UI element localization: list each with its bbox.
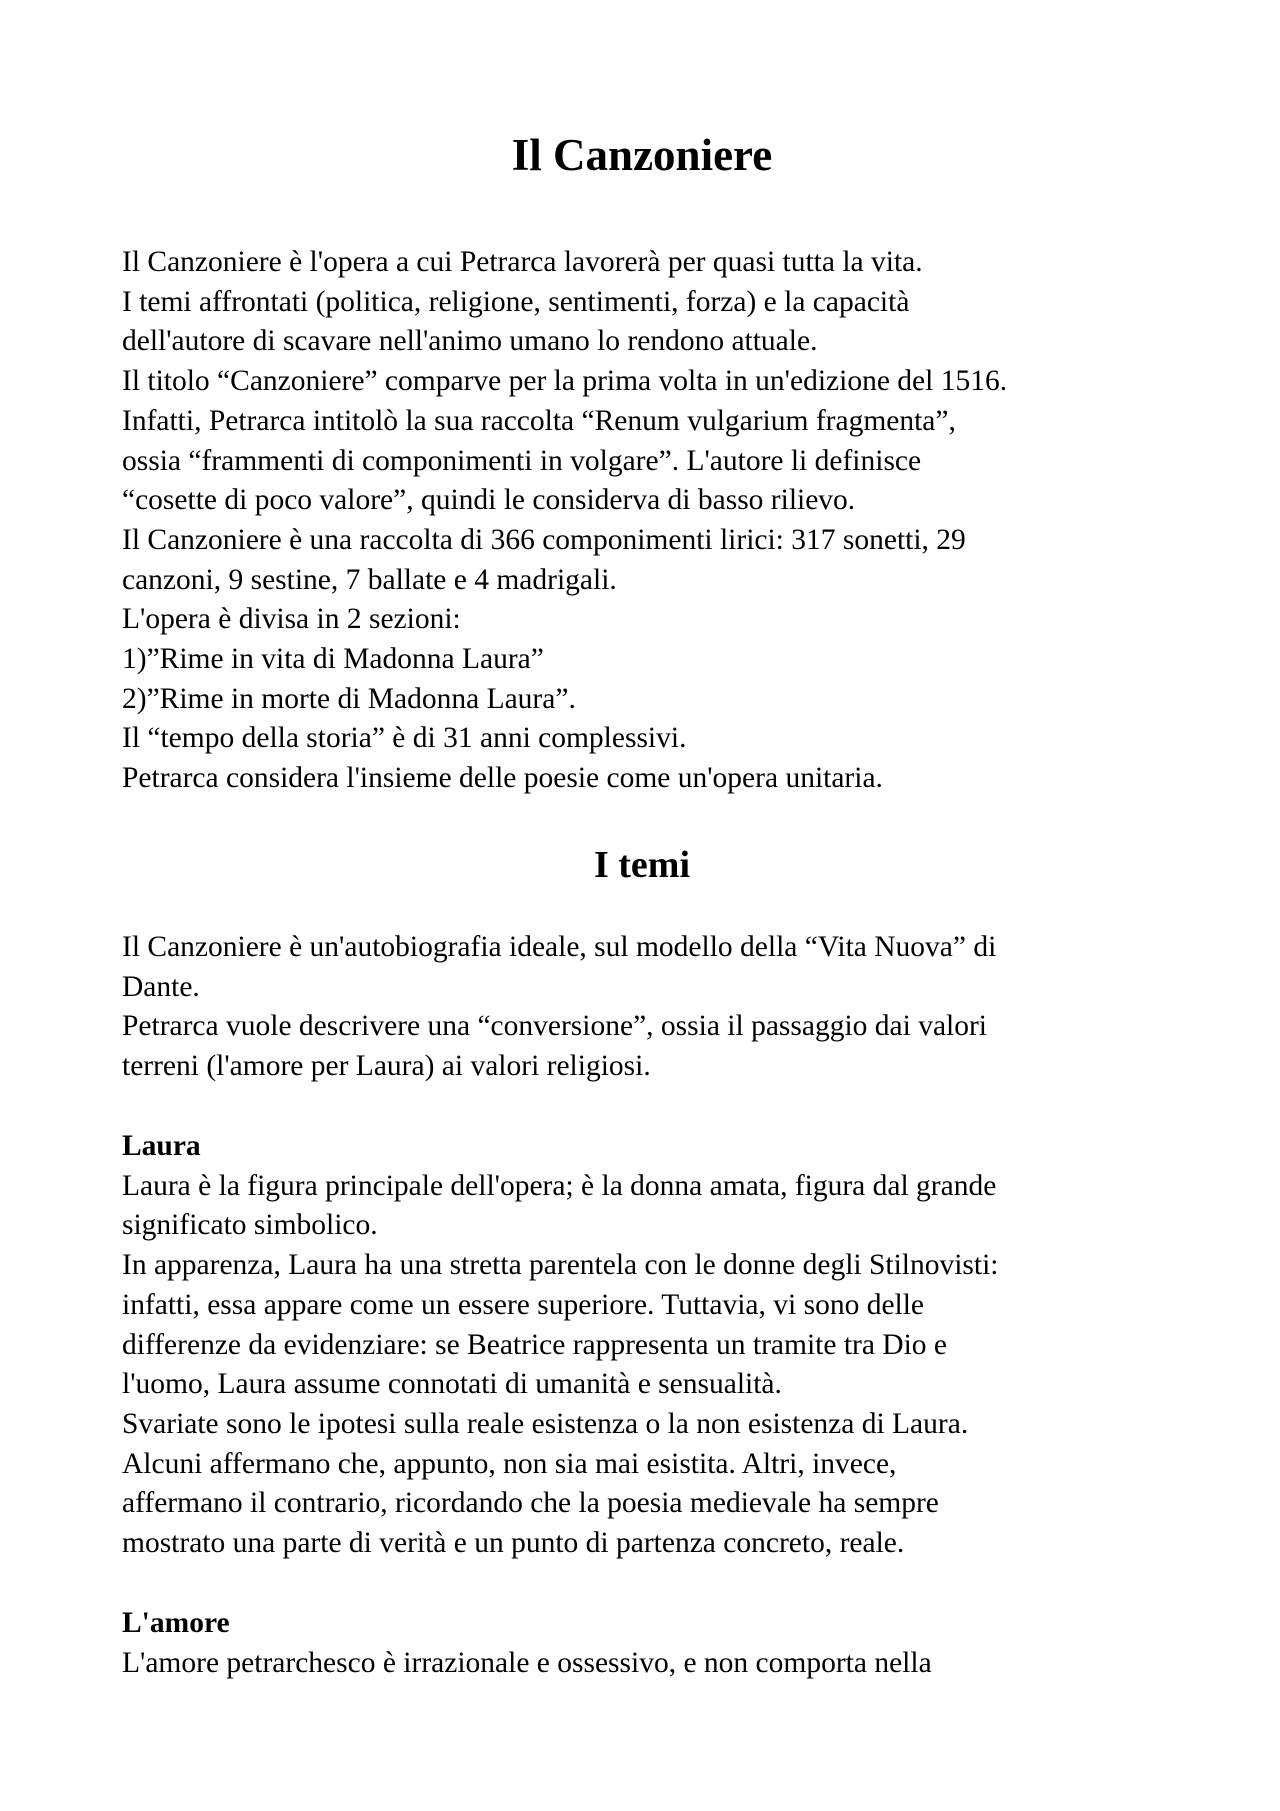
section-heading-temi: I temi	[593, 844, 691, 886]
text-line: Alcuni affermano che, appunto, non sia mai esistita. Altri, invece,	[122, 1447, 897, 1480]
text-line: L'opera è divisa in 2 sezioni:	[122, 603, 461, 636]
text-line: Il titolo “Canzoniere” comparve per la prima volta in un'edizione del 1516.	[122, 365, 1008, 398]
text-line: terreni (l'amore per Laura) ai valori religiosi.	[122, 1050, 651, 1083]
text-line: Il Canzoniere è un'autobiografia ideale, sul modello della “Vita Nuova” di	[122, 931, 997, 963]
temi-paragraph	[122, 928, 1162, 1087]
amore-section	[122, 1604, 1162, 1683]
text-line: ossia “frammenti di componimenti in volgare”. L'autore li definisce	[122, 444, 922, 477]
text-line: L'amore petrarchesco è irrazionale e ossessivo, e non comporta nella	[122, 1646, 932, 1679]
text-line: Laura è la figura principale dell'opera; è la donna amata, figura dal grande	[122, 1169, 997, 1202]
text-line: Il Canzoniere è l'opera a cui Petrarca lavorerà per quasi tutta la vita.	[122, 246, 923, 278]
text-line: Infatti, Petrarca intitolò la sua raccolta “Renum vulgarium fragmenta”,	[122, 404, 956, 437]
text-line: mostrato una parte di verità e un punto di partenza concreto, reale.	[122, 1527, 905, 1560]
text-line: 1)”Rime in vita di Madonna Laura”	[122, 643, 544, 676]
text-line: Dante.	[122, 970, 200, 1003]
text-line: infatti, essa appare come un essere superiore. Tuttavia, vi sono delle	[122, 1288, 925, 1321]
text-line: Il Canzoniere è una raccolta di 366 componimenti lirici: 317 sonetti, 29	[122, 523, 966, 556]
subheading-laura: Laura	[122, 1130, 201, 1162]
text-line: differenze da evidenziare: se Beatrice rappresenta un tramite tra Dio e	[122, 1328, 948, 1361]
text-line: affermano il contrario, ricordando che la poesia medievale ha sempre	[122, 1487, 939, 1520]
text-line: Il “tempo della storia” è di 31 anni complessivi.	[122, 722, 687, 755]
subheading-amore: L'amore	[122, 1607, 230, 1639]
text-line: I temi affrontati (politica, religione, sentimenti, forza) e la capacità	[122, 285, 910, 318]
text-line: Petrarca vuole descrivere una “conversione”, ossia il passaggio dai valori	[122, 1010, 988, 1043]
text-line: l'uomo, Laura assume connotati di umanità e sensualità.	[122, 1368, 782, 1401]
page-title: Il Canzoniere	[511, 130, 773, 180]
laura-section	[122, 1127, 1162, 1564]
text-line: “cosette di poco valore”, quindi le considerva di basso rilievo.	[122, 484, 856, 517]
text-line: Svariate sono le ipotesi sulla reale esistenza o la non esistenza di Laura.	[122, 1407, 969, 1440]
text-line: canzoni, 9 sestine, 7 ballate e 4 madrigali.	[122, 563, 617, 596]
text-line: Petrarca considera l'insieme delle poesie come un'opera unitaria.	[122, 762, 883, 795]
text-line: 2)”Rime in morte di Madonna Laura”.	[122, 682, 576, 715]
text-line: dell'autore di scavare nell'animo umano lo rendono attuale.	[122, 325, 818, 358]
intro-paragraph	[122, 243, 1162, 799]
text-line: significato simbolico.	[122, 1209, 378, 1242]
text-line: In apparenza, Laura ha una stretta parentela con le donne degli Stilnovisti:	[122, 1249, 999, 1282]
